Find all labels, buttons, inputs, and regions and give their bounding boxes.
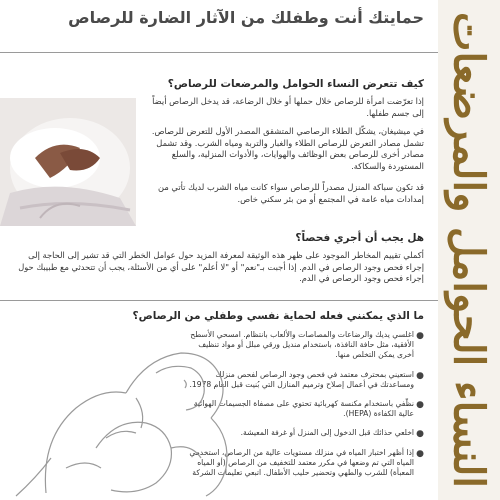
section1-paragraph3 [158, 182, 424, 205]
text-line: ومساعدتك في أعمال إصلاح وترميم المنازل التي بُنيت قبل العام 1978. [189, 379, 414, 389]
text-line: نظّفي باستخدام مكنسة كهربائية تحتوي على مصفاة الجسيمات الهوائية [193, 399, 414, 409]
text-line: إجراء فحص وجود الرصاص في الدم. [299, 273, 424, 283]
section1-paragraph1 [152, 96, 424, 119]
text-line: إلى جسم طفلها. [366, 107, 424, 118]
text-line: عالية الكفاءة (HEPA). [343, 409, 414, 419]
divider [0, 52, 438, 53]
text-line: أكملي تقييم المخاطر الموجود على ظهر هذه الوثيقة لمعرفة المزيد حول عوامل الخطر التي قد تشير إلى الحاجة إلى [28, 250, 424, 260]
bullet-dot-icon: ● [416, 448, 424, 459]
bullet-dot-icon: ● [416, 370, 424, 381]
text-line: إمدادات مياه عامة في المجتمع أو من بئر سكني خاص. [237, 193, 424, 204]
page-title: حمايتك أنت وطفلك من الآثار الضارة للرصاص [68, 8, 424, 27]
side-banner [438, 0, 500, 500]
text-line: في ميشيغان، يشكّل الطلاء الرصاصي المتشقق المصدر الأول للتعرض للرصاص. [151, 126, 424, 136]
pregnant-woman-photo [0, 98, 136, 226]
text-line: قد تكون سباكة المنزل مصدراً للرصاص سواء كانت مياه الشرب لديك تأتي من [158, 182, 424, 192]
text-line: اغلسي يديك والرضاعات والمصاصات والألعاب بانتظام. امسحي الأسطح [190, 330, 414, 339]
text-line: المعبأة) للشرب والطهي وتحضير حليب الأطفال. اتبعي تعليمات الشركة [192, 468, 414, 478]
mother-baby-illustration [6, 318, 256, 498]
text-line: مصادر أخرى للرصاص بعض الوظائف والهوايات، والأدوات المنزلية، والسلع [171, 149, 424, 159]
text-line: استعيني بمحترف معتمد في فحص وجود الرصاص لفحص منزلك [215, 369, 414, 379]
text-line: اخلعي حذائك قبل الدخول إلى المنزل أو غرفة المعيشة. [240, 428, 414, 438]
text-line: الأفقية، مثل حافة النافذة، باستخدام منديل ورقي مبلل أو مواد تنظيف [198, 340, 414, 350]
text-line: المياه التي تم وضعها في مكرر معتمد للتخفيف من الرصاص (أو المياه [197, 457, 414, 467]
section2-paragraph [18, 250, 424, 285]
text-line: تشمل مصادر التعرض للرصاص الطلاء والغبار والتربة ومياه الشرب. وقد تشمل [156, 137, 424, 148]
text-line: أخرى يمكن التخلص منها. [335, 350, 414, 360]
bullet-dot-icon: ● [416, 400, 424, 411]
section1-paragraph2 [152, 126, 424, 172]
text-line: إجراء فحص وجود الرصاص في الدم. إذا أجبت بـ"نعم" أو "لا أعلم" على أي من الأسئلة، يجب أن تتحدثي مع طبيبك حول [18, 261, 424, 272]
section2-heading: هل يجب أن أجري فحصاً؟ [295, 232, 424, 244]
bullet-dot-icon: ● [416, 331, 424, 341]
divider [0, 300, 438, 301]
side-title: النساء الحوامل والمرضعات [444, 11, 494, 489]
text-line: المستوردة والسكاكة. [351, 160, 424, 171]
section3-heading: ما الذي يمكنني فعله لحماية نفسي وطفلي من الرصاص؟ [132, 310, 424, 322]
bullet-dot-icon: ● [416, 429, 424, 440]
text-line: إذا تعرّضت امرأة للرصاص خلال حملها أو خلال الرضاعة، قد يدخل الرصاص أيضاً [152, 96, 424, 106]
section1-heading: كيف تتعرض النساء الحوامل والمرضعات للرصاص؟ [167, 78, 424, 90]
text-line: إذا أظهر اختبار المياه في منزلك مستويات عالية من الرصاص، استخدمي [189, 447, 414, 457]
